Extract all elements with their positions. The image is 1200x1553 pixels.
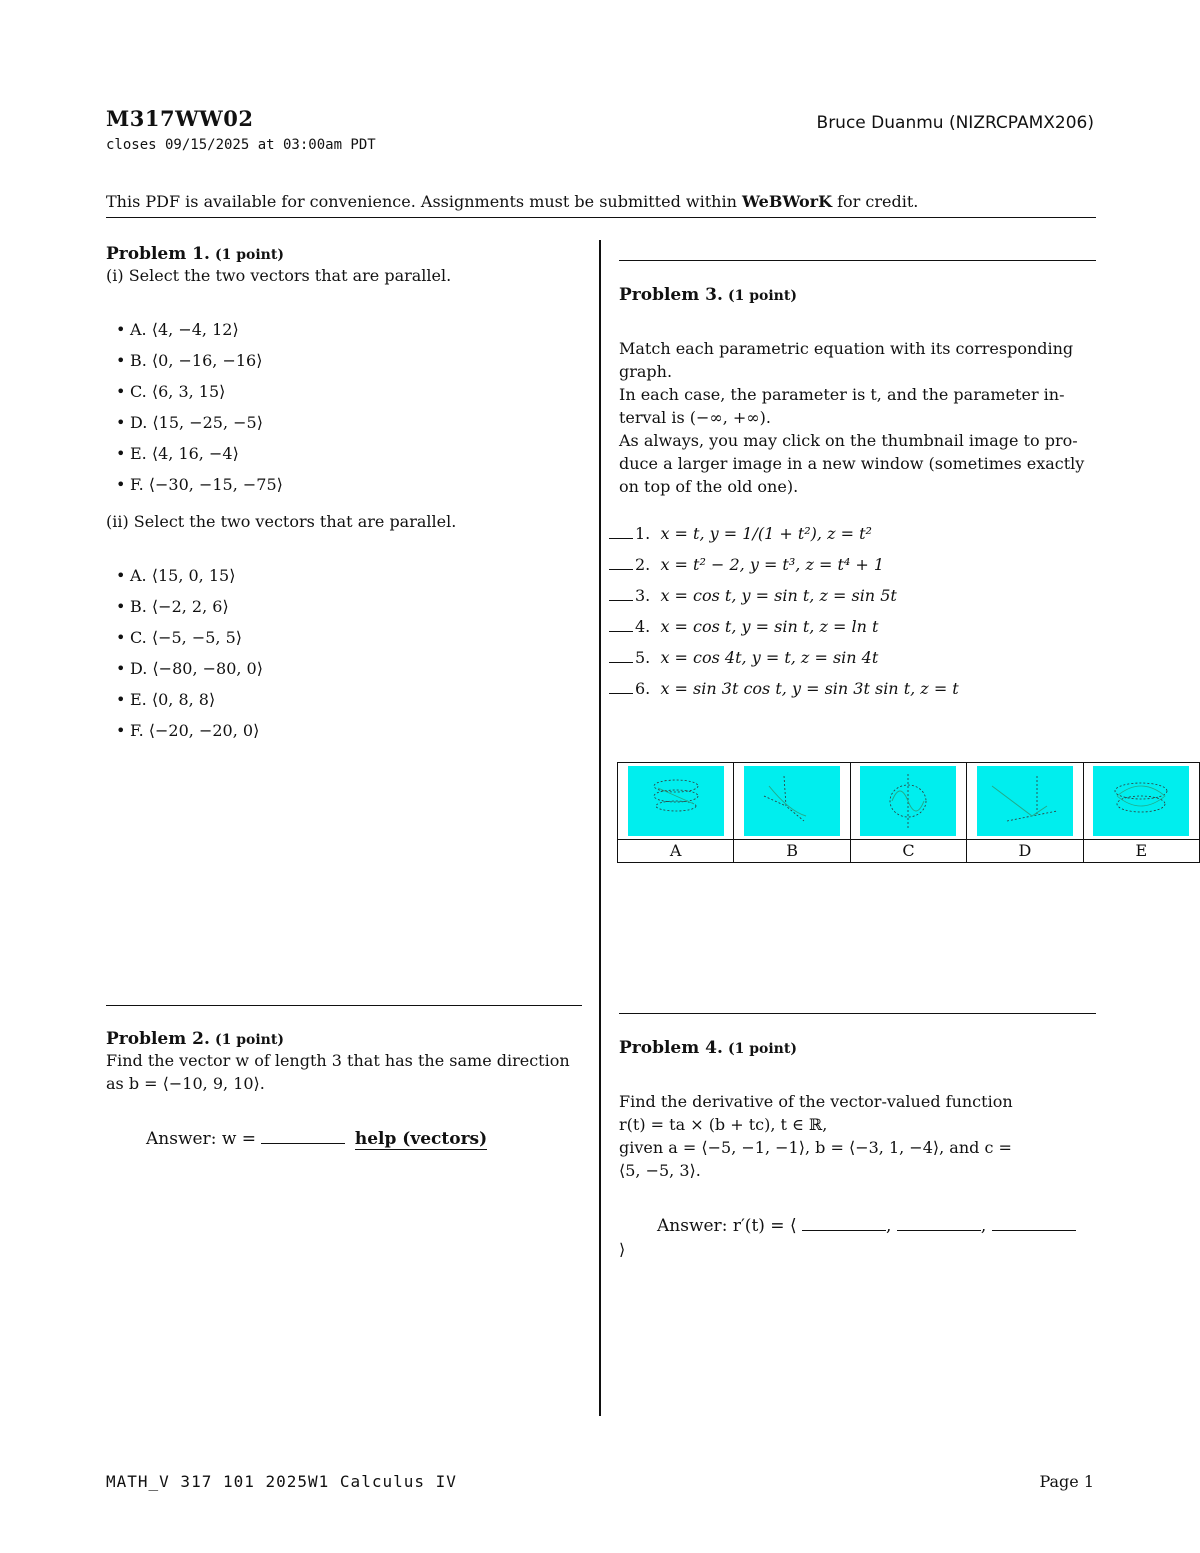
problem-1-part-1-options	[106, 314, 582, 500]
thumbnail-label: A	[618, 840, 734, 863]
match-answer-input[interactable]	[609, 582, 633, 601]
match-answer-input[interactable]	[609, 520, 633, 539]
notice-brand: WeBWorK	[741, 192, 833, 211]
due-date: closes 09/15/2025 at 03:00am PDT	[106, 137, 376, 153]
match-answer-input[interactable]	[609, 644, 633, 663]
answer-input-w[interactable]	[261, 1125, 345, 1144]
problem-3	[619, 285, 1096, 704]
graph-thumbnail-e[interactable]	[1093, 766, 1189, 836]
problem-1-title: Problem 1. (1 point)	[106, 244, 284, 264]
option[interactable]: • B. ⟨−2, 2, 6⟩	[106, 591, 582, 622]
page-number: Page 1	[1039, 1472, 1094, 1491]
answer-label: Answer: r′(t) = ⟨	[657, 1216, 797, 1236]
problem-2-title: Problem 2. (1 point)	[106, 1029, 284, 1049]
option[interactable]: • C. ⟨6, 3, 15⟩	[106, 376, 582, 407]
problem-4-title: Problem 4. (1 point)	[619, 1038, 797, 1058]
problem-3-instructions: Match each parametric equation with its corresponding graph. In each case, the parameter is t, and the parameter in- terval is (−∞, +∞). As always, you may click on the thumbnail image to pro- duce a larger image in a new window (sometimes exactly on top of the old one).	[619, 339, 1085, 496]
graph-thumbnail-c[interactable]	[860, 766, 956, 836]
thumbnail-label: C	[850, 840, 966, 863]
option[interactable]: • A. ⟨15, 0, 15⟩	[106, 560, 582, 591]
thumbnail-label: B	[734, 840, 850, 863]
problem-4-answer-row: Answer: r′(t) = ⟨ , ,	[619, 1212, 1096, 1238]
problem-2	[106, 1029, 582, 1151]
match-item: 3. x = cos t, y = sin t, z = sin 5t	[609, 580, 1096, 611]
answer-label: Answer: w =	[146, 1129, 257, 1149]
option[interactable]: • E. ⟨4, 16, −4⟩	[106, 438, 582, 469]
answer-input-x[interactable]	[802, 1212, 886, 1231]
option[interactable]: • F. ⟨−30, −15, −75⟩	[106, 469, 582, 500]
notice-suffix: for credit.	[837, 192, 919, 211]
graph-thumbnail-b[interactable]	[744, 766, 840, 836]
problem-1-part-1-prompt: (i) Select the two vectors that are parallel.	[106, 266, 452, 285]
problem-3-match-list	[609, 518, 1096, 704]
course-name: MATH_V 317 101 2025W1 Calculus IV	[106, 1472, 457, 1491]
problem-2-answer-row	[106, 1125, 582, 1151]
help-vectors-link[interactable]: help (vectors)	[354, 1129, 488, 1149]
thumbnail-cell	[734, 763, 850, 840]
match-item: 5. x = cos 4t, y = t, z = sin 4t	[609, 642, 1096, 673]
thumbnail-cell	[850, 763, 966, 840]
graph-thumbnail-a[interactable]	[628, 766, 724, 836]
thumbnail-label: E	[1083, 840, 1199, 863]
graph-thumbnail-d[interactable]	[977, 766, 1073, 836]
problem-4-text: Find the derivative of the vector-valued function r(t) = ta × (b + tc), t ∈ ℝ, given a = ⟨−5, −1, −1⟩, b = ⟨−3, 1, −4⟩, and c = ⟨5, −5, 3⟩.	[619, 1092, 1013, 1180]
thumbnail-cell	[967, 763, 1083, 840]
thumbnail-label: D	[967, 840, 1083, 863]
option[interactable]: • B. ⟨0, −16, −16⟩	[106, 345, 582, 376]
problem-2-text: as b = ⟨−10, 9, 10⟩.	[106, 1074, 265, 1093]
match-answer-input[interactable]	[609, 551, 633, 570]
student-name: Bruce Duanmu (NIZRCPAMX206)	[816, 113, 1094, 133]
option[interactable]: • A. ⟨4, −4, 12⟩	[106, 314, 582, 345]
answer-input-z[interactable]	[992, 1212, 1076, 1231]
thumbnail-cell	[618, 763, 734, 840]
problem-3-title: Problem 3. (1 point)	[619, 285, 797, 305]
answer-close-bracket: ⟩	[619, 1240, 626, 1259]
option[interactable]: • E. ⟨0, 8, 8⟩	[106, 684, 582, 715]
option[interactable]: • D. ⟨−80, −80, 0⟩	[106, 653, 582, 684]
match-item: 4. x = cos t, y = sin t, z = ln t	[609, 611, 1096, 642]
problem-4-divider	[619, 1013, 1096, 1014]
problem-2-text: Find the vector w of length 3 that has the same direction	[106, 1051, 570, 1070]
option[interactable]: • C. ⟨−5, −5, 5⟩	[106, 622, 582, 653]
notice-prefix: This PDF is available for convenience. Assignments must be submitted within	[106, 192, 737, 211]
notice	[106, 192, 918, 211]
header-divider	[106, 217, 1096, 218]
match-answer-input[interactable]	[609, 675, 633, 694]
option[interactable]: • D. ⟨15, −25, −5⟩	[106, 407, 582, 438]
thumbnail-cell	[1083, 763, 1199, 840]
match-item: 6. x = sin 3t cos t, y = sin 3t sin t, z = t	[609, 673, 1096, 704]
option[interactable]: • F. ⟨−20, −20, 0⟩	[106, 715, 582, 746]
problem-1-part-2-prompt: (ii) Select the two vectors that are parallel.	[106, 512, 457, 531]
match-answer-input[interactable]	[609, 613, 633, 632]
problem-1	[106, 244, 582, 746]
assignment-title: M317WW02	[106, 106, 254, 131]
match-item: 1. x = t, y = 1/(1 + t²), z = t²	[609, 518, 1096, 549]
problem-3-divider	[619, 260, 1096, 261]
problem-4	[619, 1038, 1096, 1261]
problem-2-divider	[106, 1005, 582, 1006]
graph-thumbnail-table	[617, 762, 1200, 863]
match-item: 2. x = t² − 2, y = t³, z = t⁴ + 1	[609, 549, 1096, 580]
problem-1-part-2-options	[106, 560, 582, 746]
answer-input-y[interactable]	[897, 1212, 981, 1231]
column-divider	[599, 240, 601, 1416]
